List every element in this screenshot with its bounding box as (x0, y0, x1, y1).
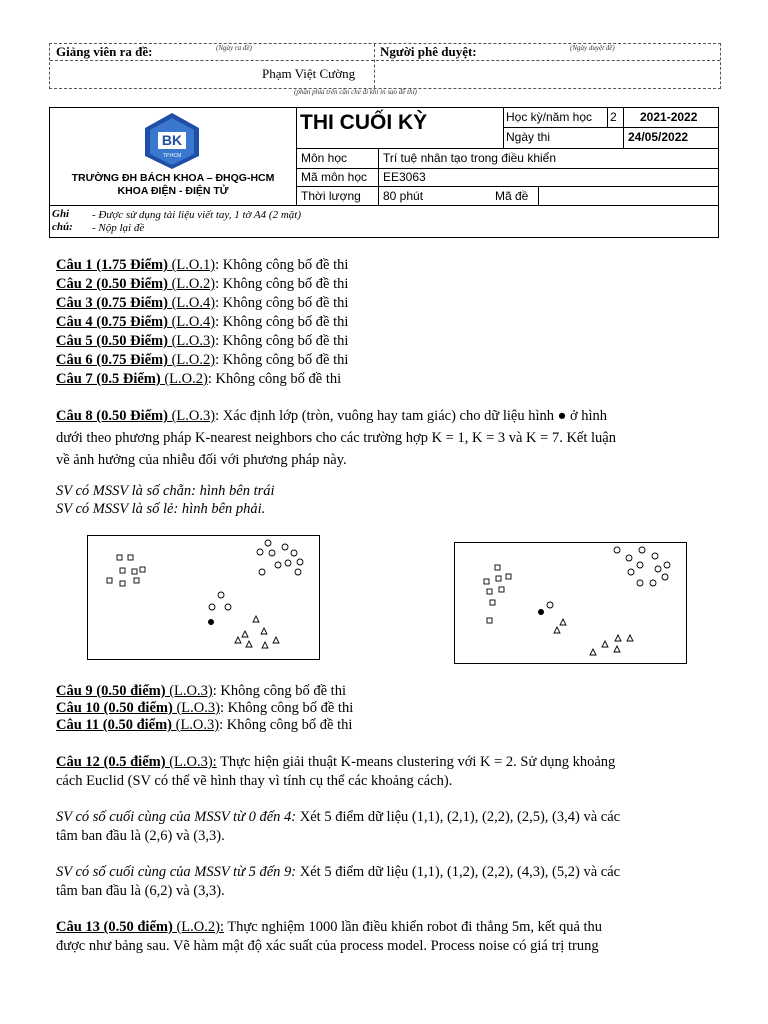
q13-line-1: Thực nghiệm 1000 lần điều khiển robot đi thẳng 5m, kết quả thu (223, 919, 603, 935)
q12-variant-b: SV có số cuối cùng của MSSV từ 5 đến 9: Xét 5 điểm dữ liệu (1,1), (1,2), (2,2), (4,3), (5,2) và các tâm ban đầu là (6,2) và (3,3). (56, 864, 621, 899)
question-13 (56, 918, 602, 956)
duration-value: 80 phút (383, 189, 424, 203)
question-12 (56, 753, 615, 791)
note-label-2: chú: (52, 221, 73, 233)
question-item: Câu 7 (0.5 Điểm) (L.O.2): Không công bố đề thi (56, 371, 342, 387)
q12-line-2: cách Euclid (SV có thể vẽ hình thay vì tính cụ thể các khoảng cách). (56, 773, 453, 789)
q8-lo: (L.O.3) (167, 408, 216, 424)
print-note: (phần phía trên cần che đi khi in sao đề thi) (294, 88, 417, 96)
note-line-2: - Nộp lại đề (92, 222, 145, 234)
lecturer-name: Phạm Việt Cường (262, 66, 356, 81)
semester-value: 2 (610, 110, 617, 124)
logo-text: BK (161, 132, 183, 148)
q12-lo: (L.O.3): (165, 754, 217, 770)
question-item: Câu 1 (1.75 Điểm) (L.O.1): Không công bố đề thi (56, 257, 349, 273)
question-8 (56, 405, 616, 471)
subject-label: Môn học (301, 151, 348, 165)
q8-even-variant: SV có MSSV là số chẵn: hình bên trái (56, 483, 275, 499)
school-block (50, 172, 296, 198)
approver-date-hint: (Ngày duyệt đề) (570, 44, 615, 52)
query-point (208, 619, 214, 625)
faculty-name: KHOA ĐIỆN - ĐIỆN TỬ (117, 185, 229, 197)
bk-logo-icon (144, 112, 200, 170)
exam-header (49, 107, 719, 238)
q8-number: Câu 8 (0.50 Điểm) (56, 408, 168, 424)
q8-variants (56, 482, 275, 518)
q13-lo: (L.O.2): (172, 919, 224, 935)
course-code-value: EE3063 (383, 170, 426, 184)
bk-logo (144, 112, 200, 170)
school-name: TRƯỜNG ĐH BÁCH KHOA – ĐHQG-HCM (71, 172, 275, 184)
subject-value: Trí tuệ nhân tạo trong điều khiển (383, 151, 557, 165)
question-list-1 (56, 256, 348, 389)
note-line-1: - Được sử dụng tài liệu viết tay, 1 tờ A4 (2 mặt) (92, 209, 301, 221)
lecturer-label: Giảng viên ra đề: (56, 44, 153, 59)
exam-title: THI CUỐI KỲ (300, 111, 428, 134)
q8-line-2: dưới theo phương pháp K-nearest neighbors cho các trường hợp K = 1, K = 3 và K = 7. Kết luận (56, 430, 616, 446)
query-point (538, 609, 544, 615)
question-item: Câu 11 (0.50 điểm) (L.O.3): Không công bố đề thi (56, 717, 353, 733)
year-value: 2021-2022 (640, 110, 698, 124)
semester-label: Học kỳ/năm học (506, 110, 593, 124)
q13-number: Câu 13 (0.50 điểm) (56, 919, 173, 935)
q12-number: Câu 12 (0.5 điểm) (56, 754, 166, 770)
q13-line-2: được như bảng sau. Vẽ hàm mật độ xác suất của process model. Process noise có giá trị trung (56, 938, 599, 954)
question-item: Câu 4 (0.75 Điểm) (L.O.4): Không công bố đề thi (56, 314, 349, 330)
question-list-2 (56, 683, 353, 734)
exam-code-label: Mã đề (495, 189, 529, 203)
date-label: Ngày thi (506, 130, 551, 144)
question-item: Câu 2 (0.50 Điểm) (L.O.2): Không công bố đề thi (56, 276, 349, 292)
approval-table (49, 43, 721, 89)
knn-figure-right (454, 542, 687, 664)
duration-label: Thời lượng (301, 189, 361, 203)
question-item: Câu 9 (0.50 điểm) (L.O.3): Không công bố đề thi (56, 683, 346, 699)
question-item: Câu 5 (0.50 Điểm) (L.O.3): Không công bố đề thi (56, 333, 349, 349)
q8-line-3: về ảnh hưởng của nhiễu đối với phương pháp này. (56, 452, 347, 468)
q12-variant-a: SV có số cuối cùng của MSSV từ 0 đến 4: Xét 5 điểm dữ liệu (1,1), (2,1), (2,2), (2,5), (3,4) và các tâm ban đầu là (2,6) và (3,3). (56, 809, 621, 844)
question-item: Câu 10 (0.50 điểm) (L.O.3): Không công bố đề thi (56, 700, 354, 716)
date-value: 24/05/2022 (628, 130, 689, 144)
knn-plot-left (88, 536, 319, 659)
q12-line-1: Thực hiện giải thuật K-means clustering với K = 2. Sử dụng khoảng (216, 754, 616, 770)
logo-sub: TP.HCM (162, 153, 182, 159)
knn-plot-right (455, 543, 686, 663)
lecturer-date-hint: (Ngày ra đề) (216, 44, 252, 52)
q8-line-1: : Xác định lớp (tròn, vuông hay tam giác) cho dữ liệu hình ● ở hình (215, 408, 608, 424)
knn-figure-left (87, 535, 320, 660)
question-item: Câu 6 (0.75 Điểm) (L.O.2): Không công bố đề thi (56, 352, 349, 368)
note-label-1: Ghi (52, 208, 70, 220)
question-item: Câu 3 (0.75 Điểm) (L.O.4): Không công bố đề thi (56, 295, 349, 311)
approver-label: Người phê duyệt: (380, 44, 477, 59)
q8-odd-variant: SV có MSSV là số lẻ: hình bên phải. (56, 501, 266, 517)
course-code-label: Mã môn học (301, 170, 368, 184)
